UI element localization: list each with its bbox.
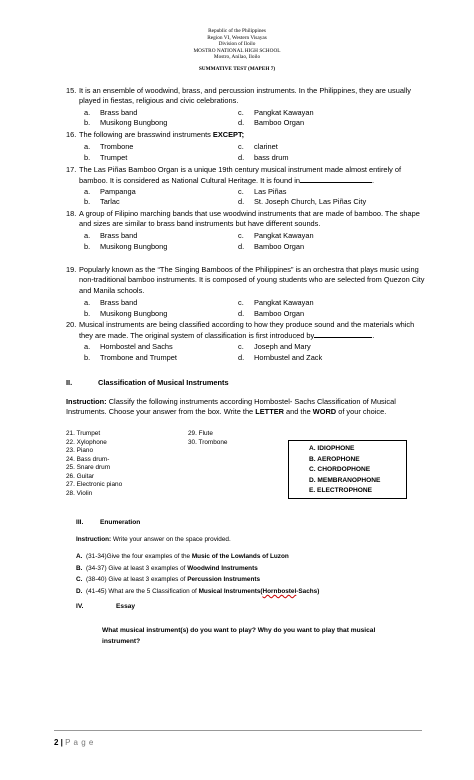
question-number: 17. bbox=[66, 165, 77, 174]
instrument-item: 22. Xylophone bbox=[66, 438, 107, 446]
header-line-5: Mostro, Anilao, Iloilo bbox=[213, 54, 261, 61]
question-20 bbox=[66, 320, 426, 342]
school-header bbox=[0, 28, 474, 61]
question-16 bbox=[66, 130, 426, 140]
item-bold: Music of the Lowlands of Luzon bbox=[191, 553, 289, 560]
section-4-title: Essay bbox=[116, 603, 136, 610]
item-letter: A. bbox=[76, 553, 83, 560]
question-text: A group of Filipino marching bands that use woodwind instruments that are made of bamboo. The shape and sizes are similar to brass band instruments but have different sounds. bbox=[79, 209, 420, 229]
item-text: (41-45) What are the 5 Classification of bbox=[86, 587, 199, 595]
option-d: d. St. Joseph Church, Las Piñas City bbox=[238, 197, 367, 206]
question-15 bbox=[66, 86, 426, 107]
option-a: a. Brass band bbox=[84, 298, 138, 307]
item-text: (38-40) Give at least 3 examples of bbox=[86, 576, 188, 584]
header-line-4: MOSTRO NATIONAL HIGH SCHOOL bbox=[193, 47, 281, 54]
option-a: a. Trombone bbox=[84, 142, 134, 151]
option-b: b. Musikong Bungbong bbox=[84, 309, 168, 318]
answer-blank bbox=[314, 330, 372, 338]
instrument-item: 25. Snare drum bbox=[66, 464, 111, 471]
question-text: The Las Piñas Bamboo Organ is a unique 19th century musical instrument made almost entirely of bamboo. It is considered as National Cultural Heritage. It is found in . bbox=[79, 165, 402, 186]
item-text: (34-37) Give at least 3 examples of bbox=[86, 564, 188, 572]
option-c: c. Pangkat Kawayan bbox=[238, 108, 314, 117]
option-d: d. Bamboo Organ bbox=[238, 118, 305, 127]
header-line-3: Division of Iloilo bbox=[218, 41, 256, 48]
question-text: The following are brasswind instruments EXCEPT; bbox=[79, 130, 245, 139]
enumeration-item bbox=[76, 551, 319, 563]
section-3-instruction: Instruction: Write your answer on the space provided. bbox=[76, 536, 231, 543]
enumeration-item bbox=[76, 574, 319, 586]
option-b: b. Musikong Bungbong bbox=[84, 242, 168, 251]
enumeration-item bbox=[76, 563, 319, 575]
option-b: b. Trombone and Trumpet bbox=[84, 353, 177, 362]
classification-choice: B. AEROPHONE bbox=[309, 455, 360, 463]
instrument-item: 27. Electronic piano bbox=[66, 481, 123, 488]
section-2-instruction: Instruction: Classify the following instruments according Hornbostel- Sachs Classification of Musical Instruments. Choose your answer from the box. Write the LETTER and the WORD of your choice. bbox=[66, 397, 396, 417]
question-18 bbox=[66, 209, 426, 230]
option-d: d. Bamboo Organ bbox=[238, 242, 305, 251]
classification-choices-box bbox=[288, 440, 407, 499]
section-3-title: Enumeration bbox=[100, 519, 141, 526]
option-c: c. Pangkat Kawayan bbox=[238, 231, 314, 240]
question-number: 15. bbox=[66, 86, 77, 95]
option-a: a. Pampanga bbox=[84, 187, 136, 196]
instrument-item: 29. Flute bbox=[188, 430, 213, 437]
essay-question: What musical instrument(s) do you want to play? Why do you want to play that musical instrument? bbox=[102, 627, 376, 645]
section-4-number: IV. bbox=[76, 603, 84, 610]
header-line-1: Republic of the Philippines bbox=[208, 28, 266, 34]
option-a: a. Hornbostel and Sachs bbox=[84, 342, 173, 351]
option-c: c. Joseph and Mary bbox=[238, 342, 311, 351]
question-number: 20. bbox=[66, 320, 77, 329]
classification-choice: D. MEMBRANOPHONE bbox=[309, 476, 381, 484]
option-c: c. clarinet bbox=[238, 142, 278, 151]
option-d: d. Bamboo Organ bbox=[238, 309, 305, 318]
option-c: c. Las Piñas bbox=[238, 187, 287, 196]
option-a: a. Brass band bbox=[84, 108, 138, 117]
item-bold: Musical Instruments( bbox=[198, 587, 263, 595]
section-2-number: II. bbox=[66, 378, 73, 387]
item-squiggle: Hornbostel bbox=[262, 587, 297, 595]
option-d: d. Hornbustel and Zack bbox=[238, 353, 323, 362]
option-a: a. Brass band bbox=[84, 231, 138, 240]
enumeration-item bbox=[76, 586, 319, 598]
item-letter: C. bbox=[76, 576, 83, 584]
question-text: Popularly known as the “The Singing Bamboos of the Philippines” is an orchestra that plays music using non-traditional bamboo instruments. It is composed of young students who are selected from Quezon City and Manila schools. bbox=[79, 265, 425, 295]
item-bold: Woodwind Instruments bbox=[187, 564, 258, 572]
classification-choice: A. IDIOPHONE bbox=[309, 445, 355, 452]
option-c: c. Pangkat Kawayan bbox=[238, 298, 314, 307]
item-text: (31-34)Give the four examples of the bbox=[86, 553, 192, 560]
test-title: SUMMATIVE TEST (MAPEH 7) bbox=[198, 66, 276, 72]
option-b: b. Tarlac bbox=[84, 197, 120, 206]
classification-choice: C. CHORDOPHONE bbox=[309, 466, 371, 474]
instrument-item: 23. Piano bbox=[66, 447, 94, 454]
question-number: 18. bbox=[66, 209, 77, 218]
option-b: b. Trumpet bbox=[84, 153, 128, 162]
item-bold: Percussion Instruments bbox=[187, 576, 261, 584]
item-letter: B. bbox=[76, 564, 83, 572]
classification-choice: E. ELECTROPHONE bbox=[309, 487, 373, 495]
instrument-item: 30. Trombone bbox=[188, 438, 228, 446]
section-3-number: III. bbox=[76, 519, 84, 526]
question-17 bbox=[66, 165, 426, 187]
page-footer: 2 | P a g e bbox=[54, 738, 94, 747]
option-b: b. Musikong Bungbong bbox=[84, 118, 168, 127]
instrument-list-left bbox=[66, 430, 122, 498]
question-text: It is an ensemble of woodwind, brass, and percussion instruments. In the Philippines, they are usually played in fiestas, religious and civic celebrations. bbox=[79, 86, 411, 106]
item-letter: D. bbox=[76, 587, 83, 595]
instrument-item: 28. Violin bbox=[66, 489, 93, 497]
instrument-item: 26. Guitar bbox=[66, 472, 95, 480]
footer-divider bbox=[54, 730, 422, 731]
question-number: 19. bbox=[66, 265, 77, 274]
option-d: d. bass drum bbox=[238, 153, 289, 162]
enumeration-list bbox=[76, 551, 319, 597]
header-line-2: Region VI, Western Visayas bbox=[207, 34, 267, 41]
instrument-list-right bbox=[188, 430, 227, 447]
instrument-item: 21. Trumpet bbox=[66, 430, 101, 437]
item-post: -Sachs) bbox=[296, 587, 320, 595]
question-19 bbox=[66, 265, 426, 296]
question-number: 16. bbox=[66, 130, 77, 139]
question-text: Musical instruments are being classified according to how they produce sound and the materials which they are made. The original system of classification is first introduced by . bbox=[79, 320, 415, 341]
instrument-item: 24. Bass drum- bbox=[66, 455, 110, 463]
section-2-title: Classification of Musical Instruments bbox=[98, 378, 229, 387]
answer-blank bbox=[300, 175, 372, 183]
